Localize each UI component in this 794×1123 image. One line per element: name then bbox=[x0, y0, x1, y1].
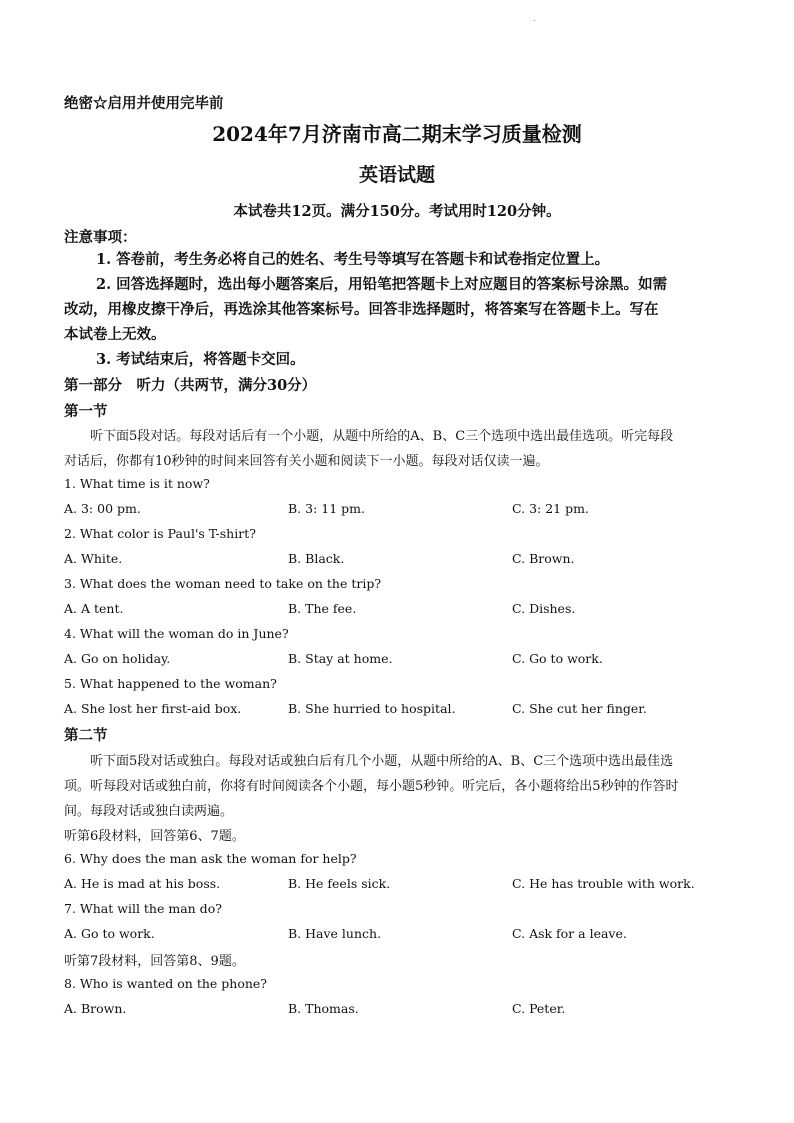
q2-option-c: C. Brown. bbox=[512, 551, 575, 566]
q5-option-b: B. She hurried to hospital. bbox=[288, 701, 456, 716]
q8-option-c: C. Peter. bbox=[512, 1001, 566, 1016]
section1-instruction-line-2: 对话后，你都有10秒钟的时间来回答有关小题和阅读下一小题。每段对话仅读一遍。 bbox=[64, 454, 549, 469]
material-7-note: 听第7段材料，回答第8、9题。 bbox=[64, 954, 245, 969]
section2-title: 第二节 bbox=[64, 727, 108, 744]
q7-option-b: B. Have lunch. bbox=[288, 926, 382, 941]
q3-option-c: C. Dishes. bbox=[512, 601, 576, 616]
section1-title: 第一节 bbox=[64, 403, 108, 420]
corner-mark: . bbox=[533, 14, 536, 23]
q4-option-a: A. Go on holiday. bbox=[64, 651, 171, 666]
q7-option-c: C. Ask for a leave. bbox=[512, 926, 627, 941]
question-5: 5. What happened to the woman? bbox=[64, 676, 277, 691]
section1-instruction-line-1: 听下面5段对话。每段对话后有一个小题，从题中所给的A、B、C三个选项中选出最佳选项。听完每段 bbox=[90, 429, 674, 444]
q5-option-c: C. She cut her finger. bbox=[512, 701, 647, 716]
question-7: 7. What will the man do? bbox=[64, 901, 222, 916]
q2-option-a: A. White. bbox=[64, 551, 123, 566]
question-8: 8. Who is wanted on the phone? bbox=[64, 976, 268, 991]
section2-instruction-line-1: 听下面5段对话或独白。每段对话或独白后有几个小题，从题中所给的A、B、C三个选项中选出最佳选 bbox=[90, 754, 674, 769]
q8-option-a: A. Brown. bbox=[64, 1001, 127, 1016]
q2-option-b: B. Black. bbox=[288, 551, 345, 566]
q5-option-a: A. She lost her first-aid box. bbox=[64, 701, 242, 716]
subject-title: 英语试题 bbox=[358, 164, 435, 186]
q8-option-b: B. Thomas. bbox=[288, 1001, 359, 1016]
exam-info: 本试卷共12页。满分150分。考试用时120分钟。 bbox=[233, 203, 561, 220]
material-6-note: 听第6段材料，回答第6、7题。 bbox=[64, 829, 245, 844]
q6-option-a: A. He is mad at his boss. bbox=[64, 876, 221, 891]
notice-item-2-line-2: 改动，用橡皮擦干净后，再选涂其他答案标号。回答非选择题时，将答案写在答题卡上。写在 bbox=[64, 301, 659, 318]
notice-item-2-line-3: 本试卷上无效。 bbox=[64, 326, 166, 343]
q1-option-c: C. 3: 21 pm. bbox=[512, 501, 589, 516]
q3-option-b: B. The fee. bbox=[288, 601, 357, 616]
notice-item-1: 1. 答卷前，考生务必将自己的姓名、考生号等填写在答题卡和试卷指定位置上。 bbox=[96, 251, 610, 268]
question-6: 6. Why does the man ask the woman for help? bbox=[64, 851, 357, 866]
question-1: 1. What time is it now? bbox=[64, 476, 210, 491]
q4-option-c: C. Go to work. bbox=[512, 651, 603, 666]
q7-option-a: A. Go to work. bbox=[64, 926, 155, 941]
question-3: 3. What does the woman need to take on the trip? bbox=[64, 576, 382, 591]
q6-option-c: C. He has trouble with work. bbox=[512, 876, 695, 891]
q1-option-a: A. 3: 00 pm. bbox=[64, 501, 141, 516]
q6-option-b: B. He feels sick. bbox=[288, 876, 391, 891]
q3-option-a: A. A tent. bbox=[64, 601, 124, 616]
q1-option-b: B. 3: 11 pm. bbox=[288, 501, 365, 516]
q4-option-b: B. Stay at home. bbox=[288, 651, 393, 666]
confidential-label: 绝密☆启用并使用完毕前 bbox=[64, 95, 224, 112]
notice-item-2-line-1: 2. 回答选择题时，选出每小题答案后，用铅笔把答题卡上对应题目的答案标号涂黑。如需 bbox=[96, 276, 668, 293]
part1-title: 第一部分 听力（共两节，满分30分） bbox=[64, 377, 317, 394]
section2-instruction-line-2: 项。听每段对话或独白前，你将有时间阅读各个小题，每小题5秒钟。听完后，各小题将给出5秒钟的作答时 bbox=[64, 779, 679, 794]
question-2: 2. What color is Paul's T-shirt? bbox=[64, 526, 256, 541]
notice-item-3: 3. 考试结束后，将答题卡交回。 bbox=[96, 351, 305, 368]
section2-instruction-line-3: 间。每段对话或独白读两遍。 bbox=[64, 804, 234, 819]
exam-title: 2024年7月济南市高二期末学习质量检测 bbox=[212, 122, 582, 146]
question-4: 4. What will the woman do in June? bbox=[64, 626, 289, 641]
notice-title: 注意事项： bbox=[64, 229, 137, 246]
